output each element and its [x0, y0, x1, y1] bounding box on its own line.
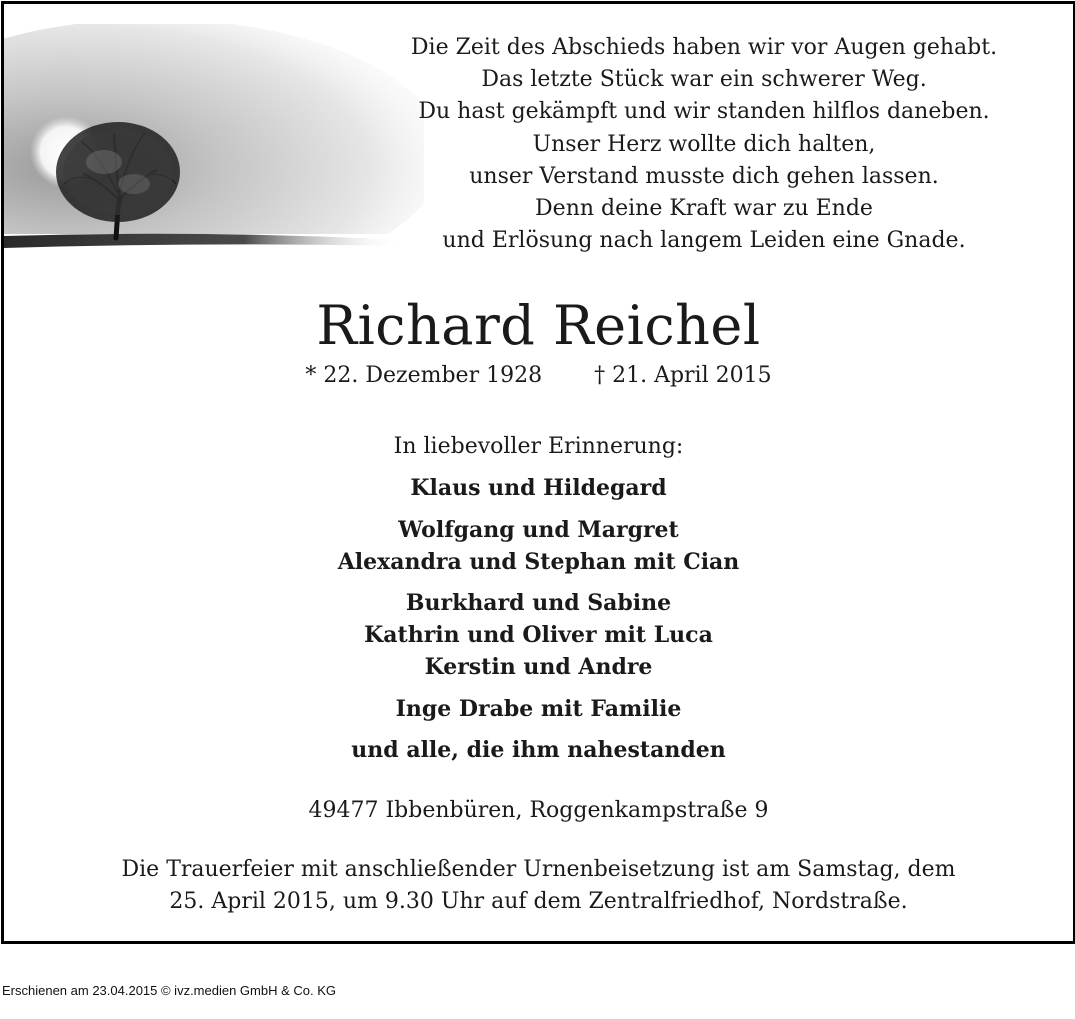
poem-line: Du hast gekämpft und wir standen hilflos daneben. — [418, 99, 990, 125]
mourner-line: Alexandra und Stephan mit Cian — [337, 549, 740, 575]
poem-line: unser Verstand musste dich gehen lassen. — [469, 163, 939, 189]
mourner-group — [4, 514, 1073, 578]
poem-line: Unser Herz wollte dich halten, — [532, 131, 876, 157]
poem — [384, 32, 1024, 257]
funeral-note-line: Die Trauerfeier mit anschließender Urnenbeisetzung ist am Samstag, dem — [121, 857, 956, 882]
obituary-notice — [1, 1, 1075, 944]
mourner-line: Inge Drabe mit Familie — [395, 696, 682, 722]
life-dates — [4, 361, 1073, 391]
mourner-line: Kathrin und Oliver mit Luca — [364, 622, 713, 648]
poem-line: Die Zeit des Abschieds haben wir vor Augen gehabt. — [410, 35, 998, 60]
poem-line: und Erlösung nach langem Leiden eine Gnade. — [442, 228, 966, 254]
poem-line: Das letzte Stück war ein schwerer Weg. — [481, 67, 927, 93]
remembrance-intro: In liebevoller Erinnerung: — [393, 434, 684, 459]
mourner-line: Kerstin und Andre — [424, 654, 653, 680]
poem-line: Denn deine Kraft war zu Ende — [535, 196, 873, 222]
birth-date: * 22. Dezember 1928 — [305, 363, 543, 388]
mourner-line: und alle, die ihm nahestanden — [351, 737, 726, 763]
mourner-line: Burkhard und Sabine — [405, 590, 672, 616]
funeral-note-line: 25. April 2015, um 9.30 Uhr auf dem Zentralfriedhof, Nordstraße. — [169, 889, 908, 914]
mourner-group — [4, 587, 1073, 683]
address: 49477 Ibbenbüren, Roggenkampstraße 9 — [308, 798, 769, 823]
death-date: † 21. April 2015 — [594, 363, 772, 388]
deceased-name: Richard Reichel — [316, 294, 761, 357]
tree-landscape-image — [4, 24, 424, 259]
mourner-line: Klaus und Hildegard — [410, 475, 667, 501]
mourner-line: Wolfgang und Margret — [398, 517, 679, 543]
publication-footer: Erschienen am 23.04.2015 © ivz.medien GmbH & Co. KG — [2, 983, 337, 998]
mourner-group — [4, 734, 1073, 766]
mourner-group — [4, 472, 1073, 504]
funeral-note — [4, 854, 1073, 918]
mourner-group — [4, 693, 1073, 725]
